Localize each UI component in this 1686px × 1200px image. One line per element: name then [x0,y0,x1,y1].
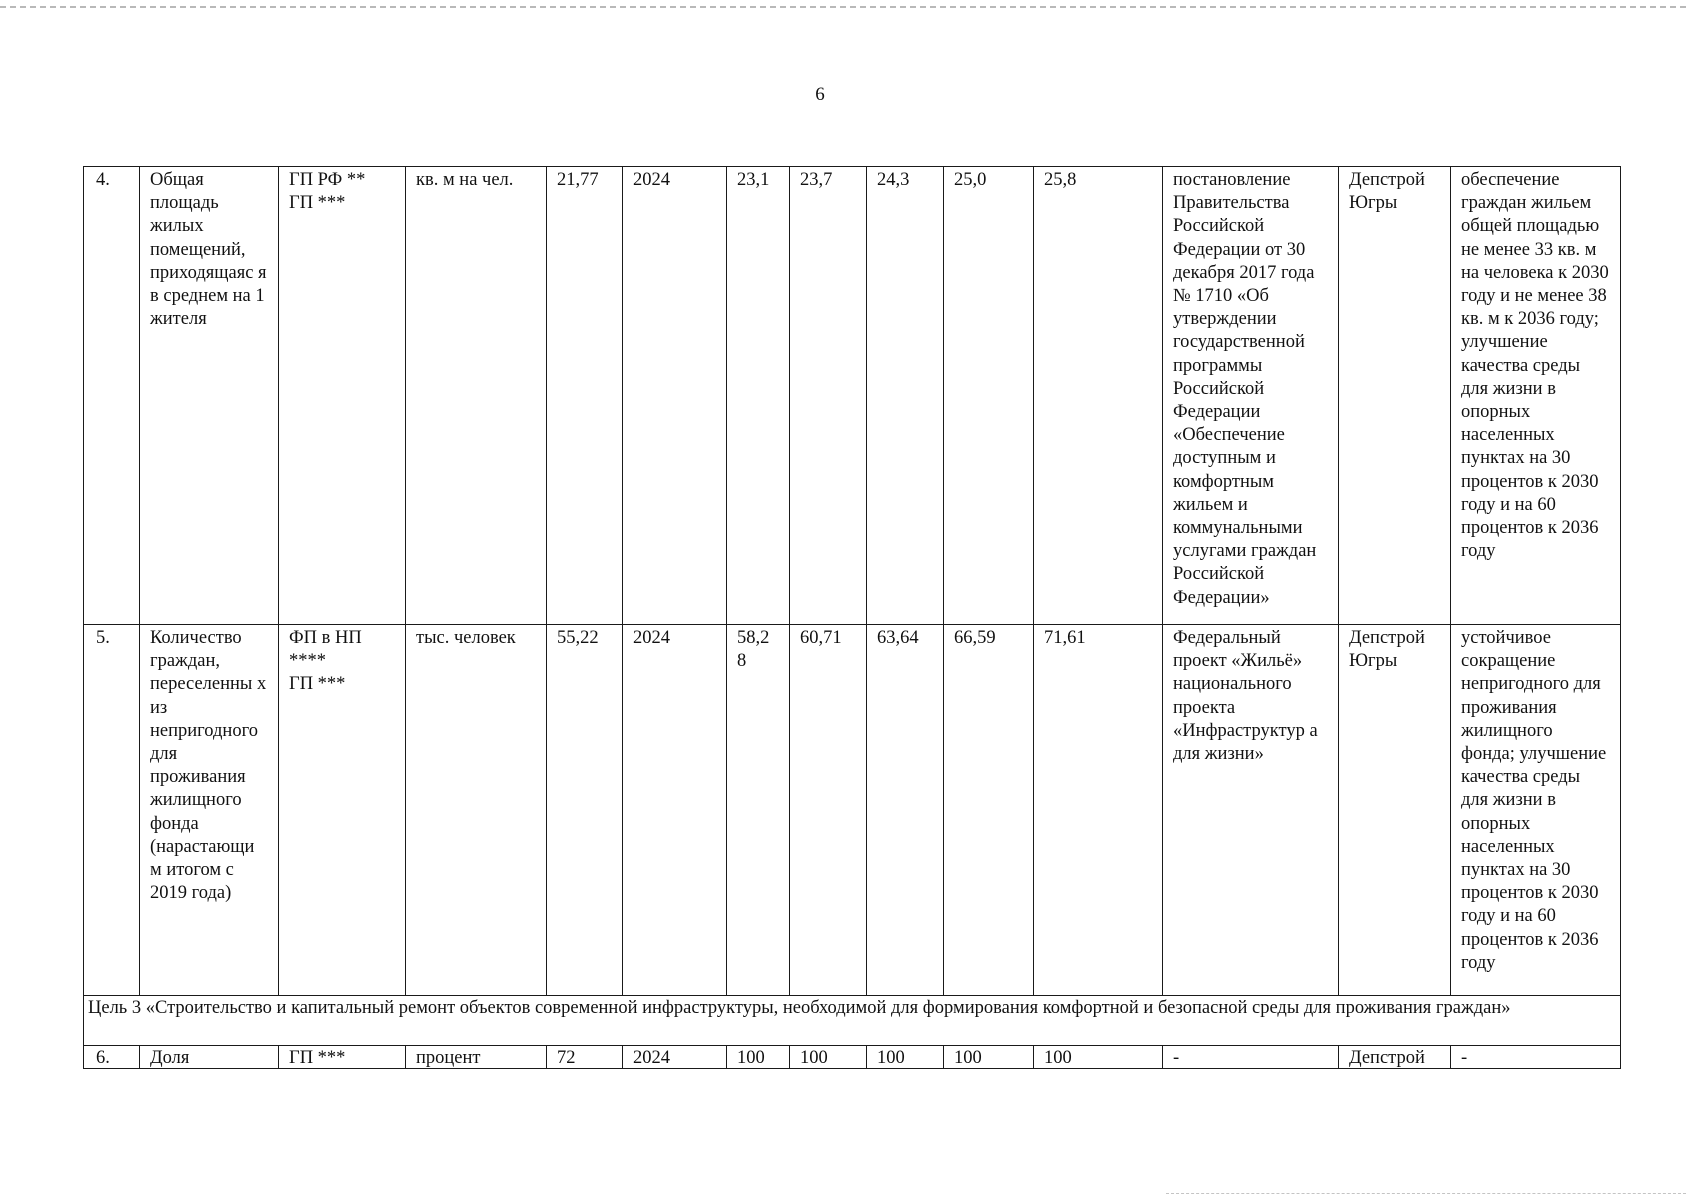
year-value-3: 63,64 [867,625,944,996]
indicator-name: Общая площадь жилых помещений, приходящаяс я в среднем на 1 жителя [140,167,279,625]
year-value-4: 66,59 [944,625,1034,996]
year-value-5: 100 [1034,1046,1163,1069]
year-value-3: 24,3 [867,167,944,625]
goal-link: - [1451,1046,1621,1069]
year-value-1: 100 [727,1046,790,1069]
document: постановление Правительства Российской Федерации от 30 декабря 2017 года № 1710 «Об утверждении государственной программы Российской Федерации «Обеспечение доступным и комфортным жильем и коммунальными услугами граждан Российской Федерации» [1163,167,1339,625]
program-line: ГП *** [289,674,346,695]
unit: кв. м на чел. [406,167,547,625]
responsible: Депстрой Югры [1339,625,1451,996]
year-value-2: 23,7 [790,167,867,625]
year-value-1: 58,2 8 [727,625,790,996]
program-line: ФП в НП **** [289,628,362,672]
base-value: 55,22 [547,625,623,996]
table-row-4 [84,167,1621,625]
base-year: 2024 [623,1046,727,1069]
unit: процент [406,1046,547,1069]
year-value-2: 60,71 [790,625,867,996]
document: - [1163,1046,1339,1069]
program-line: ГП *** [289,193,346,214]
indicator-name: Доля [140,1046,279,1069]
year-value-4: 25,0 [944,167,1034,625]
program-cell [279,625,406,996]
scan-edge-top [0,6,1686,8]
unit: тыс. человек [406,625,547,996]
year-value-1: 23,1 [727,167,790,625]
goal-heading: Цель 3 «Строительство и капитальный ремонт объектов современной инфраструктуры, необходимой для формирования комфортной и безопасной среды для проживания граждан» [84,996,1621,1046]
base-year: 2024 [623,625,727,996]
page-number: 6 [815,84,825,105]
responsible: Депстрой Югры [1339,167,1451,625]
base-value: 21,77 [547,167,623,625]
goal-link: устойчивое сокращение непригодного для проживания жилищного фонда; улучшение качества среды для жизни в опорных населенных пунктах на 30 процентов к 2030 году и на 60 процентов к 2036 году [1451,625,1621,996]
row-number: 5. [84,625,140,996]
row-number: 6. [84,1046,140,1069]
year-value-5: 71,61 [1034,625,1163,996]
indicators-table [83,166,1621,1069]
row-number: 4. [84,167,140,625]
indicator-name: Количество граждан, переселенны х из непригодного для проживания жилищного фонда (нарастающи м итогом с 2019 года) [140,625,279,996]
goal-link: обеспечение граждан жильем общей площадью не менее 33 кв. м на человека к 2030 году и не менее 38 кв. м к 2036 году; улучшение качества среды для жизни в опорных населенных пунктах на 30 процентов к 2030 году и на 60 процентов к 2036 году [1451,167,1621,625]
year-value-2: 100 [790,1046,867,1069]
document: Федеральный проект «Жильё» национального проекта «Инфраструктур а для жизни» [1163,625,1339,996]
program-cell [279,167,406,625]
table-row-6 [84,1046,1621,1069]
responsible: Депстрой [1339,1046,1451,1069]
table-row-5 [84,625,1621,996]
year-value-5: 25,8 [1034,167,1163,625]
year-value-4: 100 [944,1046,1034,1069]
base-value: 72 [547,1046,623,1069]
program-line: ГП РФ ** [289,170,366,190]
program-cell: ГП *** [279,1046,406,1069]
goal-row [84,996,1621,1046]
base-year: 2024 [623,167,727,625]
scan-edge-bottom [1166,1193,1686,1194]
year-value-3: 100 [867,1046,944,1069]
